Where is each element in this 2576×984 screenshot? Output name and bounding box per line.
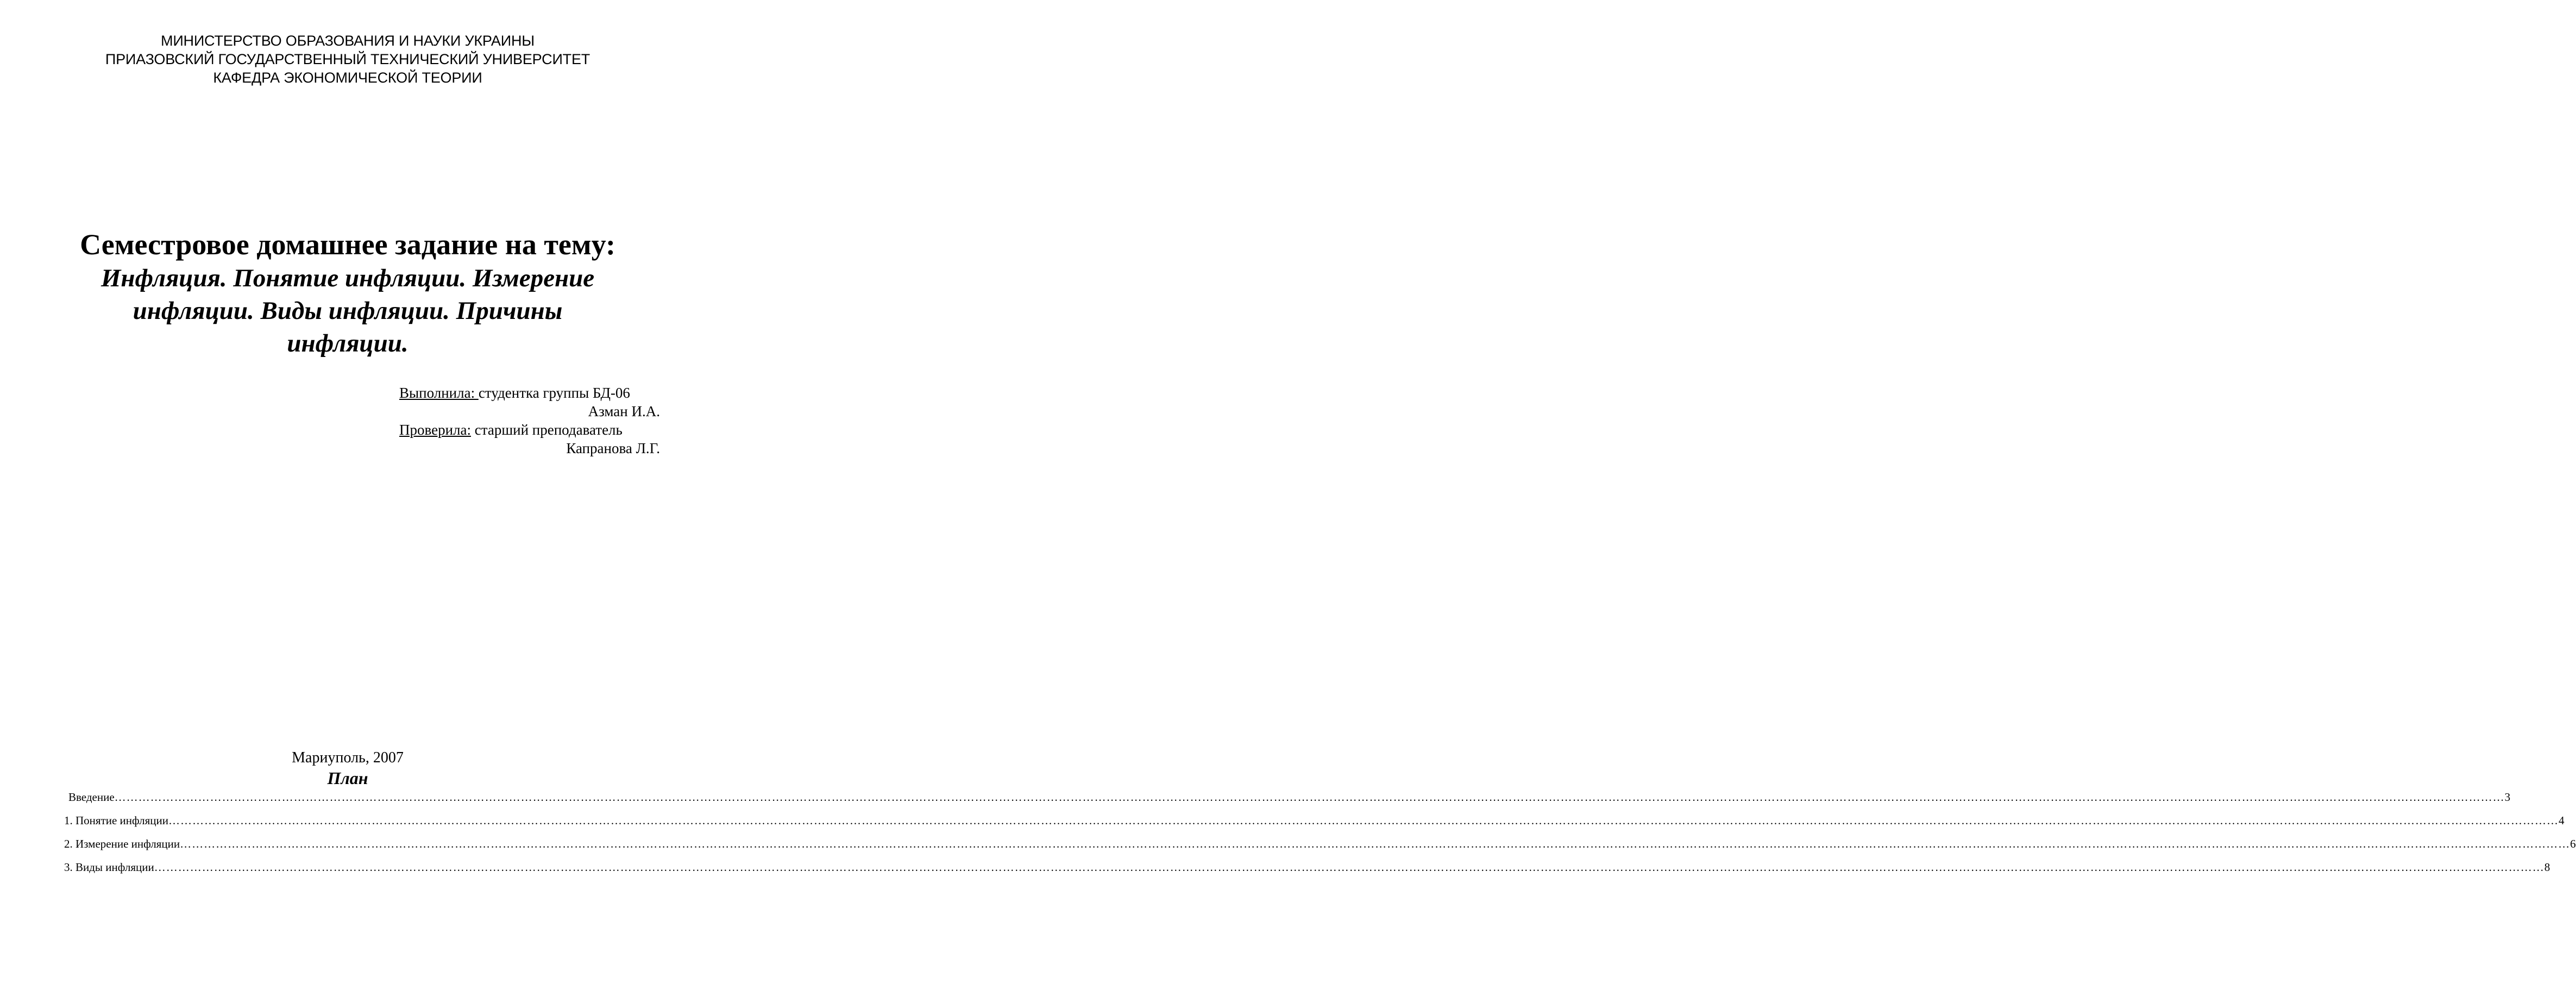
- teacher-name: Капранова Л.Г.: [566, 440, 660, 456]
- toc-leader-dots: ……………………………………………………………………………………………………………………………………………………………………………………………………………………………………………………………………………………………………………………………………………………………………………………………………………………………………………………………………………………………………………………………………………………: [168, 814, 2559, 827]
- toc-item-page: 6: [2570, 837, 2576, 850]
- toc-item-page: 8: [2544, 861, 2550, 874]
- toc-item-label: 1. Понятие инфляции: [64, 814, 168, 827]
- toc-item: [64, 837, 2576, 861]
- toc-item: [64, 791, 2511, 814]
- performed-by-line: [399, 384, 660, 402]
- toc-item-label: Введение: [68, 791, 115, 804]
- ministry-line: МИНИСТЕРСТВО ОБРАЗОВАНИЯ И НАУКИ УКРАИНЫ: [161, 33, 535, 49]
- title-block: [54, 227, 641, 360]
- university-line: ПРИАЗОВСКИЙ ГОСУДАРСТВЕННЫЙ ТЕХНИЧЕСКИЙ УНИВЕРСИТЕТ: [105, 51, 590, 67]
- performed-by-value: студентка группы БД-06: [478, 385, 630, 401]
- checked-by-label: Проверила:: [399, 422, 471, 438]
- credits-block: [399, 384, 660, 457]
- plan-title: План: [327, 768, 368, 788]
- toc-item-label: 3. Виды инфляции: [64, 861, 154, 874]
- toc-item-page: 4: [2558, 814, 2565, 827]
- toc-item: [64, 861, 2550, 884]
- checked-by-value: старший преподаватель: [470, 422, 623, 438]
- toc-item: [64, 814, 2565, 837]
- city-year: Мариуполь, 2007: [292, 749, 404, 766]
- toc-item-page: 3: [2504, 791, 2511, 804]
- institution-header: [0, 32, 695, 87]
- toc-leader-dots: ……………………………………………………………………………………………………………………………………………………………………………………………………………………………………………………………………………………………………………………………………………………………………………………………………………………………………………………………………………………………………………………………………………………: [180, 837, 2571, 850]
- department-line: КАФЕДРА ЭКОНОМИЧЕСКОЙ ТЕОРИИ: [213, 70, 482, 86]
- document-topic: Инфляция. Понятие инфляции. Измерение инфляции. Виды инфляции. Причины инфляции.: [100, 264, 595, 358]
- toc-leader-dots: ……………………………………………………………………………………………………………………………………………………………………………………………………………………………………………………………………………………………………………………………………………………………………………………………………………………………………………………………………………………………………………………………………………………: [154, 861, 2544, 874]
- performed-by-label: Выполнила:: [399, 385, 479, 401]
- toc-item-label: 2. Измерение инфляции: [64, 837, 180, 850]
- table-of-contents: [64, 791, 2576, 884]
- student-name: Азман И.А.: [588, 403, 660, 419]
- document-title: Семестровое домашнее задание на тему:: [80, 228, 615, 261]
- checked-by-line: [399, 421, 660, 439]
- toc-leader-dots: ……………………………………………………………………………………………………………………………………………………………………………………………………………………………………………………………………………………………………………………………………………………………………………………………………………………………………………………………………………………………………………………………………………………: [114, 791, 2505, 804]
